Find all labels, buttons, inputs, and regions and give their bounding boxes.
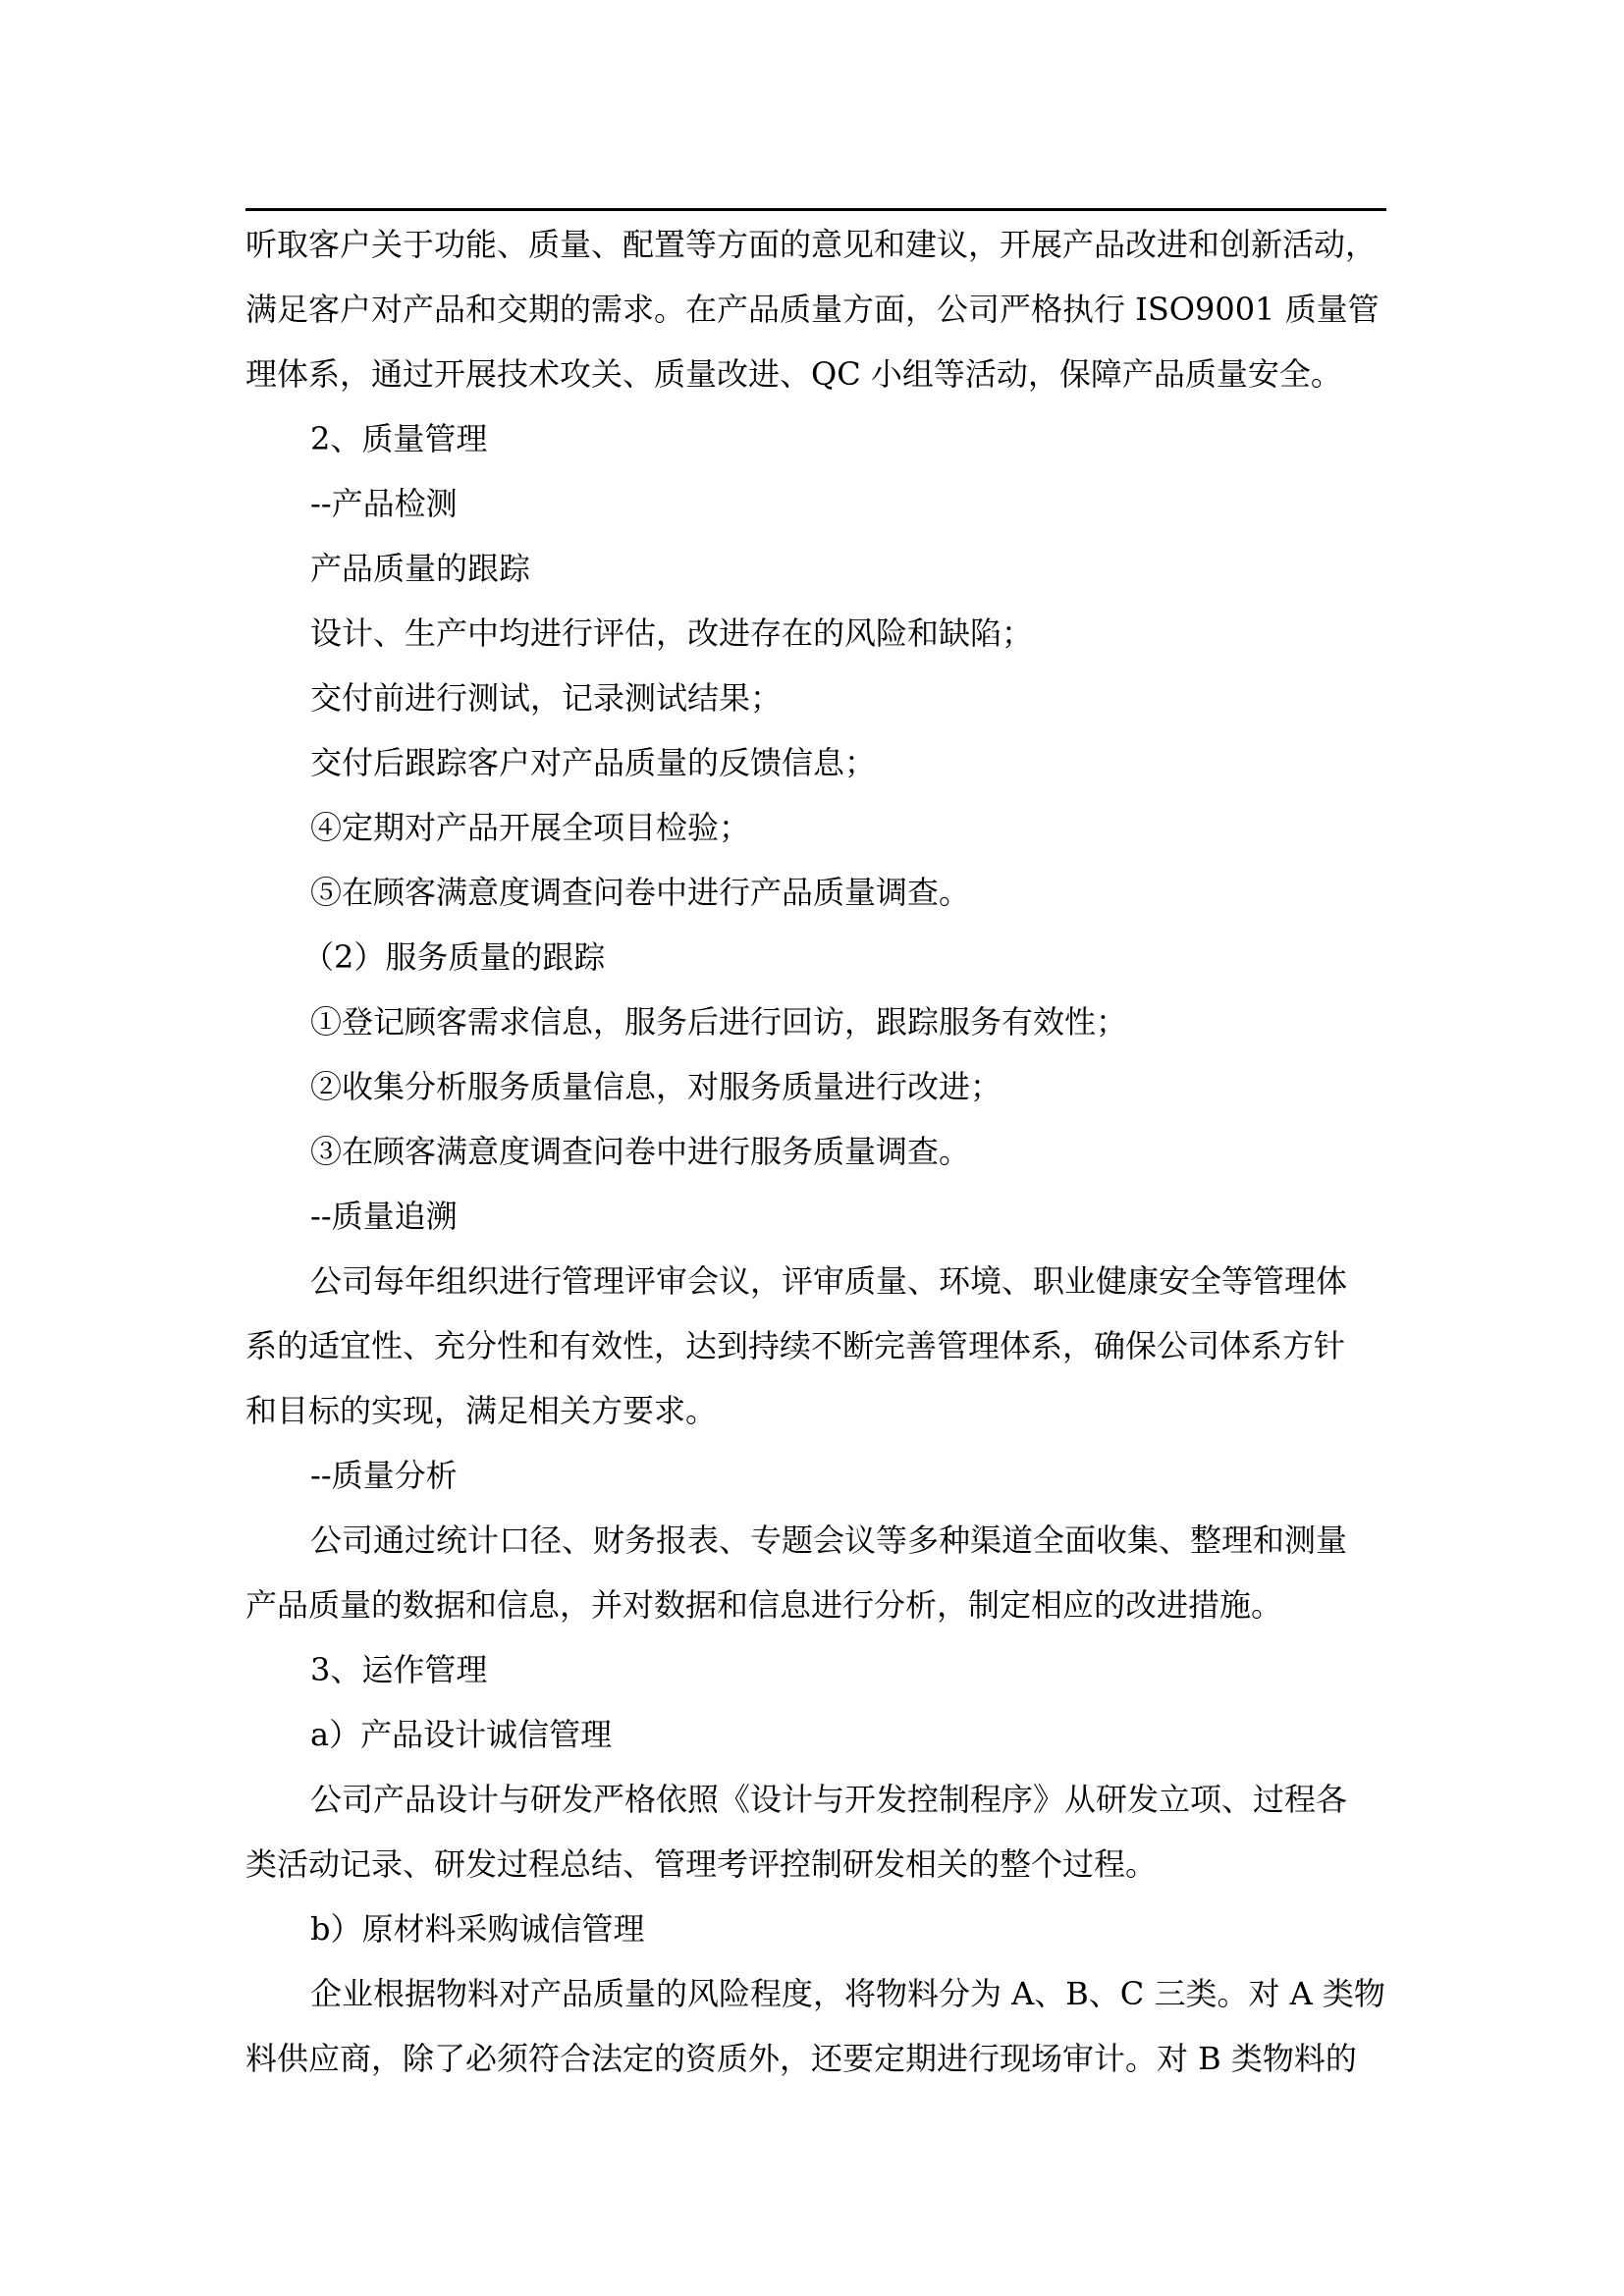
item-heading: a）产品设计诚信管理 [310,1716,613,1753]
body-line: 料供应商，除了必须符合法定的资质外，还要定期进行现场审计。对 B 类物料的 [245,2040,1357,2077]
body-line: 企业根据物料对产品质量的风险程度，将物料分为 A、B、C 三类。对 A 类物 [310,1975,1385,2012]
list-item: 交付前进行测试，记录测试结果； [310,679,783,717]
list-item: ⑤在顾客满意度调查问卷中进行产品质量调查。 [310,874,971,911]
item-heading: 产品质量的跟踪 [310,550,531,587]
subsection-heading: --质量追溯 [310,1198,458,1235]
body-line: 公司每年组织进行管理评审会议，评审质量、环境、职业健康安全等管理体 [310,1262,1348,1300]
subsection-heading: --产品检测 [310,485,458,522]
list-item: ①登记顾客需求信息，服务后进行回访，跟踪服务有效性； [310,1003,1128,1041]
body-line: 公司通过统计口径、财务报表、专题会议等多种渠道全面收集、整理和测量 [310,1522,1348,1559]
body-line: 系的适宜性、充分性和有效性，达到持续不断完善管理体系，确保公司体系方针 [245,1327,1346,1364]
body-line: 类活动记录、研发过程总结、管理考评控制研发相关的整个过程。 [245,1845,1158,1883]
item-heading: （2）服务质量的跟踪 [302,938,606,976]
section-heading: 3、运作管理 [310,1651,488,1688]
body-line: 和目标的实现，满足相关方要求。 [245,1392,718,1429]
list-item: ④定期对产品开展全项目检验； [310,809,751,846]
section-heading: 2、质量管理 [310,420,488,457]
document-body [245,196,1386,2091]
body-line: 公司产品设计与研发严格依照《设计与开发控制程序》从研发立项、过程各 [310,1781,1348,1818]
item-heading: b）原材料采购诚信管理 [310,1910,645,1948]
body-line: 听取客户关于功能、质量、配置等方面的意见和建议，开展产品改进和创新活动， [245,226,1378,263]
list-item: 设计、生产中均进行评估，改进存在的风险和缺陷； [310,614,1034,652]
subsection-heading: --质量分析 [310,1457,458,1494]
body-line: 产品质量的数据和信息，并对数据和信息进行分析，制定相应的改进措施。 [245,1586,1283,1624]
list-item: ②收集分析服务质量信息，对服务质量进行改进； [310,1068,1002,1105]
body-line: 理体系，通过开展技术攻关、质量改进、QC 小组等活动，保障产品质量安全。 [245,355,1342,393]
list-item: 交付后跟踪客户对产品质量的反馈信息； [310,744,877,781]
list-item: ③在顾客满意度调查问卷中进行服务质量调查。 [310,1133,971,1170]
body-line: 满足客户对产品和交期的需求。在产品质量方面，公司严格执行 ISO9001 质量管 [245,291,1380,328]
